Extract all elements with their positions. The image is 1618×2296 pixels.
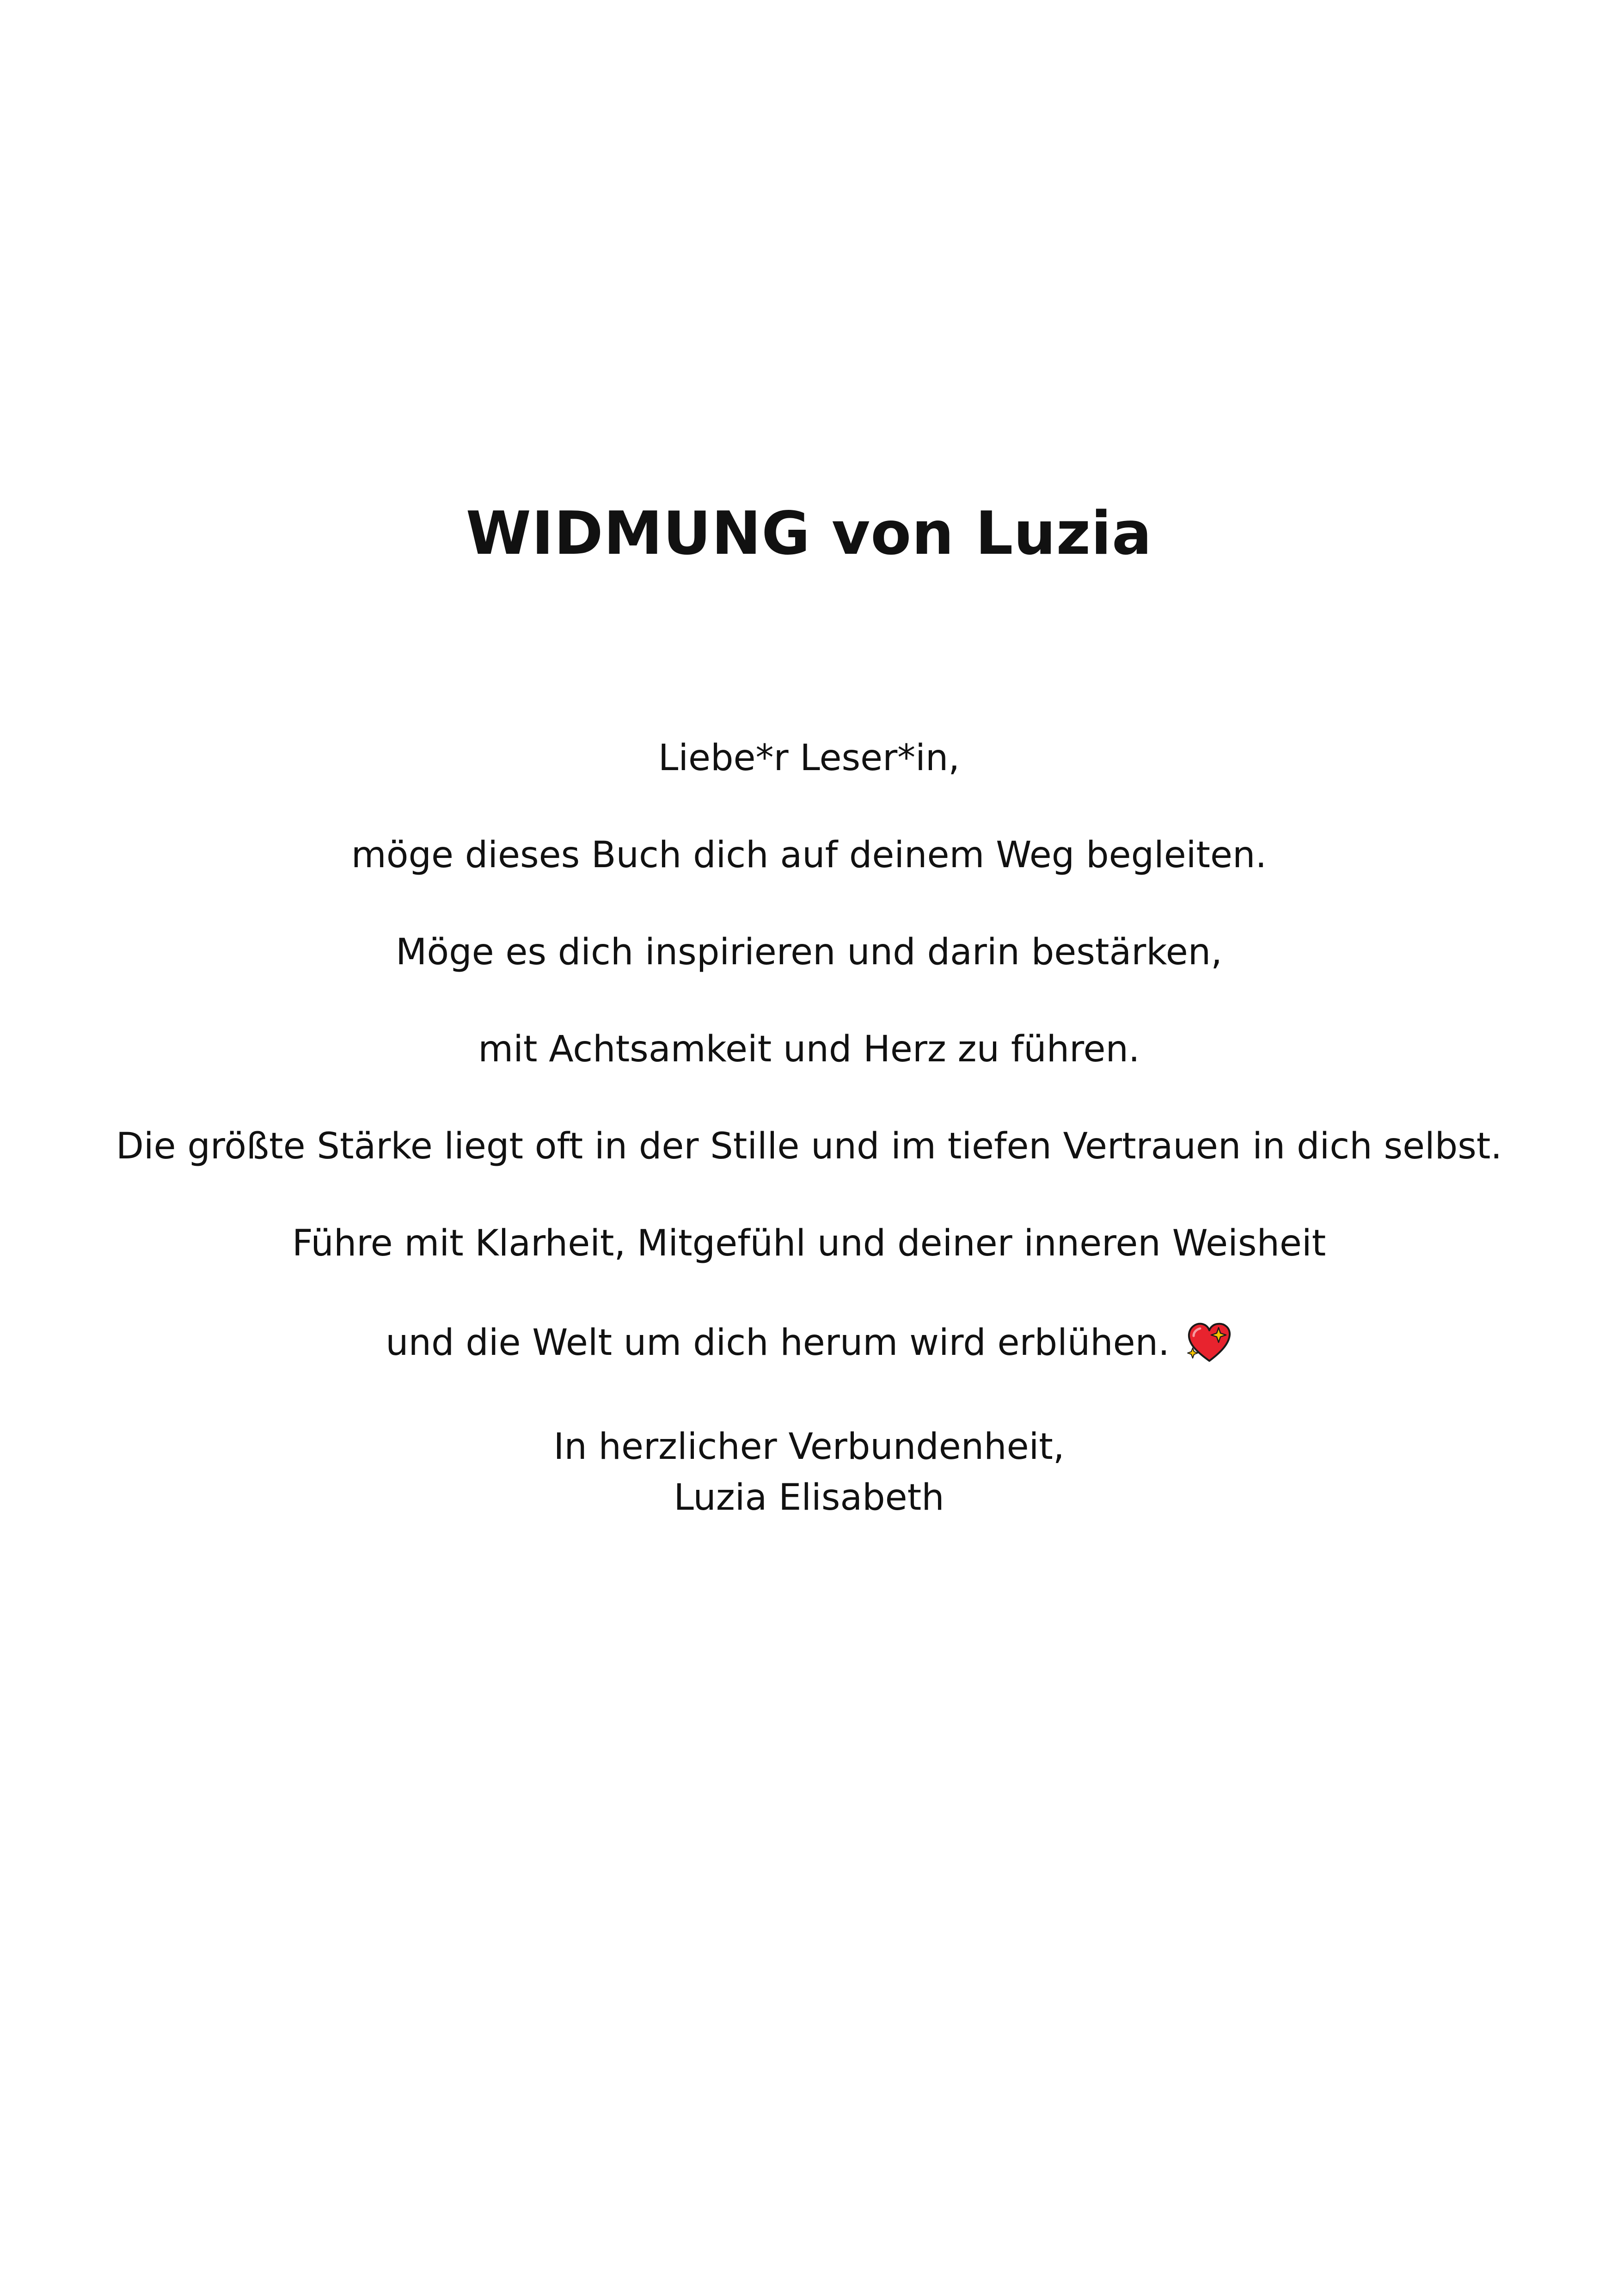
page-title: WIDMUNG von Luzia [466,499,1152,568]
sparkling-heart-icon [1186,1321,1232,1364]
dedication-line-4: Die größte Stärke liegt oft in der Stille und im tiefen Vertrauen in dich selbst. [116,1126,1502,1167]
closing-line: In herzlicher Verbundenheit, [553,1426,1065,1468]
signature: Luzia Elisabeth [674,1477,944,1518]
dedication-line-2: Möge es dich inspirieren und darin bestärken, [396,931,1222,973]
dedication-line-6-row [0,1317,1618,1368]
dedication-line-1: möge dieses Buch dich auf deinem Weg begleiten. [351,834,1267,876]
salutation: Liebe*r Leser*in, [658,737,960,779]
dedication-line-6: und die Welt um dich herum wird erblühen. [386,1322,1170,1364]
dedication-line-3: mit Achtsamkeit und Herz zu führen. [478,1029,1140,1070]
dedication-line-5: Führe mit Klarheit, Mitgefühl und deiner inneren Weisheit [292,1223,1326,1264]
